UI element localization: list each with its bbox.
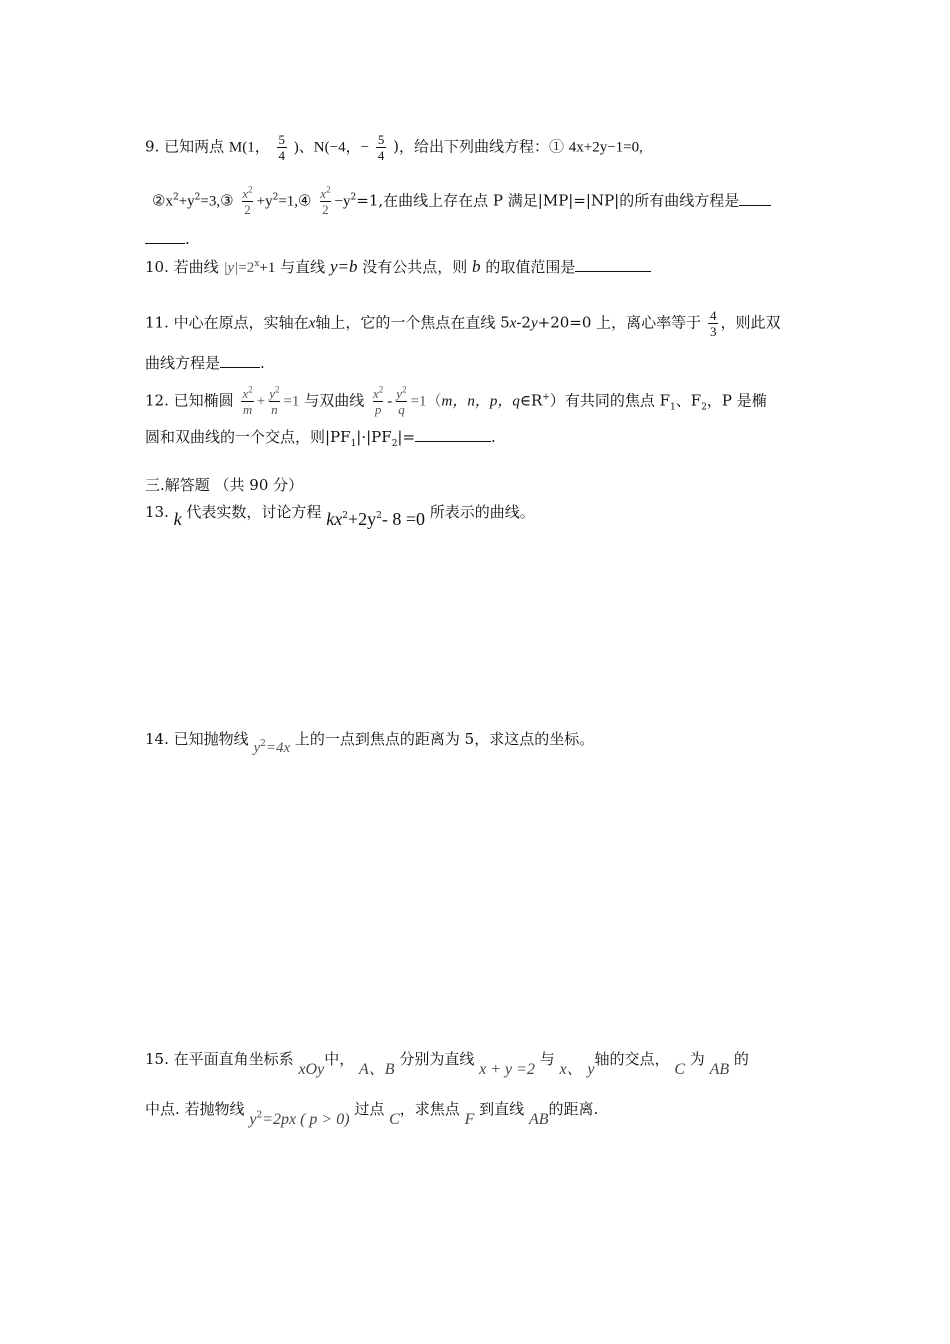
answer-blank[interactable] (739, 191, 771, 206)
q15-text-7: 的 (733, 1050, 749, 1068)
var-y: y (253, 740, 261, 756)
answer-blank[interactable] (575, 257, 651, 272)
frac-y: y (396, 386, 403, 401)
question-number: 10. (145, 258, 169, 276)
vars: m，n，p，q (441, 393, 520, 410)
sup: 2 (378, 384, 384, 395)
minus: - (387, 393, 393, 410)
q15-text-1: 在平面直角坐标系 (173, 1050, 294, 1068)
sup: 2 (172, 192, 179, 203)
q12-line-2c: |= (397, 428, 416, 446)
q11-text-3: -2 (516, 313, 531, 332)
q11-text-4: +20=0 上，离心率等于 (537, 313, 702, 332)
q15-line-2e: 的距离. (548, 1100, 599, 1118)
section-title: 三.解答题 （共 90 分） (145, 476, 304, 494)
q12-text-7: ，P 是椭 (706, 391, 767, 410)
frac-den: 3 (709, 324, 717, 339)
q14-text-2: 上的一点到焦点的距离为 5，求这点的坐标。 (294, 730, 595, 748)
eq-b: =b (337, 257, 358, 276)
frac-n: n (271, 402, 278, 417)
answer-blank[interactable] (415, 427, 491, 442)
q11-text-1: 中心在原点，实轴在 (173, 313, 309, 332)
frac-num: 5 (278, 132, 286, 147)
eq2-end: =3,③ (200, 193, 234, 210)
point-c: C (674, 1061, 685, 1078)
eq-end: - 8 =0 (381, 509, 425, 529)
sup: 2 (326, 184, 331, 195)
eq-mid: +2y (347, 509, 377, 529)
q12-text-3: =1（ (410, 393, 442, 410)
question-number: 12. (145, 391, 169, 410)
q12-text-2: 与双曲线 (304, 391, 365, 410)
q15-line-2d: 到直线 (479, 1100, 525, 1118)
var-y: y (587, 1061, 595, 1078)
q15-line-2b: 过点 (354, 1100, 385, 1118)
q11-text-5: ，则此双 (720, 313, 781, 332)
sup: 2 (342, 511, 348, 521)
q12-text-6: 、F (675, 391, 702, 410)
period: . (260, 354, 265, 372)
point-m-label: M(1， (228, 139, 270, 156)
var-k: k (173, 509, 182, 529)
frac-x: x (242, 186, 249, 201)
question-number: 11. (145, 313, 169, 332)
q10-text-2: 与直线 (280, 258, 326, 276)
sup-x: x (254, 259, 260, 269)
q10-text-1: 若曲线 (173, 258, 219, 276)
question-12-line-1 (145, 386, 767, 417)
equation (326, 509, 425, 530)
question-13 (145, 500, 535, 529)
question-9-line-3 (145, 228, 190, 250)
eq4-end2: =1,在曲线上存在点 P 满足|MP|=|NP|的所有曲线方程是 (356, 191, 740, 210)
fraction-y2-n (267, 386, 281, 417)
eq3-end2: =1,④ (278, 193, 312, 210)
q10-text-4: 的取值范围是 (485, 258, 576, 276)
sup: 2 (402, 384, 407, 395)
sub-2: 2 (701, 402, 707, 413)
sup: 2 (248, 384, 253, 395)
sup: 2 (376, 511, 382, 521)
frac-m: m (242, 402, 253, 417)
equation (253, 738, 290, 756)
para-eq: =2px ( p > 0) (262, 1111, 350, 1128)
q12-line-2b: |·|PF (356, 428, 392, 446)
var-y: y (249, 1111, 257, 1128)
plus: + (256, 393, 266, 410)
xoy: xOy (298, 1061, 325, 1078)
frac-x: x (320, 186, 327, 201)
var-x: x (509, 315, 517, 332)
fraction-5-4 (277, 132, 288, 163)
equation-1: 4x+2y−1=0, (568, 139, 643, 156)
sup: 2 (350, 192, 357, 203)
sup: 2 (272, 192, 279, 203)
answer-blank[interactable] (220, 353, 260, 368)
question-15-line-2 (145, 1098, 599, 1128)
abs-y: |y| (223, 260, 239, 276)
q15-text-3: 分别为直线 (399, 1050, 475, 1068)
var-x: x (308, 315, 316, 332)
frac-x: x (373, 386, 379, 401)
sup: 2 (260, 739, 266, 749)
question-number: 9. (145, 137, 160, 156)
fraction-x2-2 (240, 186, 254, 217)
frac-den: 4 (377, 148, 385, 163)
period: . (185, 230, 190, 248)
answer-blank-continued[interactable] (145, 229, 185, 244)
question-15-line-1 (145, 1048, 749, 1078)
var-y: y (530, 315, 538, 332)
segment-ab: AB (528, 1111, 549, 1128)
point-f: F (464, 1111, 475, 1128)
q10-text-3: 没有公共点，则 (362, 258, 468, 276)
eq-2: =2 (238, 260, 255, 276)
q13-text-1: 代表实数，讨论方程 (186, 503, 322, 521)
q9-tail: )，给出下列曲线方程：① (393, 137, 564, 156)
var-x: x、 (559, 1061, 583, 1078)
q12-text-4: ∈R (519, 391, 543, 410)
sup: 2 (256, 1110, 263, 1121)
q15-text-5: 轴的交点， (594, 1050, 670, 1068)
sub-1: 1 (670, 402, 676, 413)
sup: 2 (248, 184, 253, 195)
q15-text-2: 中， (324, 1050, 355, 1068)
q15-line-2c: ，求焦点 (399, 1100, 460, 1118)
sub-1: 1 (350, 439, 357, 449)
var-b: b (472, 257, 481, 276)
question-number: 13. (145, 503, 169, 521)
point-n-label: )、N(−4，− (293, 139, 370, 156)
var-y: y (329, 257, 338, 276)
q11-line-2: 曲线方程是 (145, 354, 221, 372)
q12-text-1: 已知椭圆 (173, 391, 234, 410)
parabola-equation (249, 1109, 349, 1128)
q13-text-2: 所表示的曲线。 (429, 503, 535, 521)
q14-text-1: 已知抛物线 (173, 730, 249, 748)
q15-text-4: 与 (539, 1050, 555, 1068)
eq2-mid: +y (178, 193, 195, 210)
section-3-title (145, 474, 303, 496)
q15-text-6: 为 (689, 1050, 705, 1068)
eq-4x: =4x (265, 740, 291, 756)
fraction-5-4-n (376, 132, 387, 163)
fraction-x2-p (371, 386, 385, 417)
question-number: 15. (145, 1050, 169, 1068)
question-9-line-1 (145, 132, 643, 163)
question-12-line-2 (145, 426, 496, 448)
eq-kx: kx (326, 509, 343, 529)
sup-plus: + (542, 392, 550, 403)
fraction-x2-m (240, 386, 254, 417)
q11-text-2: 轴上，它的一个焦点在直线 5 (315, 313, 510, 332)
segment-ab: AB (709, 1061, 730, 1078)
q12-line-2a: 圆和双曲线的一个交点，则|PF (145, 428, 351, 446)
fraction-4-3 (708, 308, 719, 339)
q12-text-5: ）有共同的焦点 F (549, 391, 671, 410)
question-number: 14. (145, 730, 169, 748)
frac-q: q (398, 402, 405, 417)
frac-p: p (374, 402, 382, 417)
eq4-end: −y (334, 193, 351, 210)
points-ab: A、B (359, 1061, 395, 1078)
sup: 2 (274, 384, 280, 395)
point-c: C (389, 1111, 400, 1128)
line-equation: x + y =2 (479, 1061, 535, 1078)
question-14 (145, 728, 595, 756)
question-9-line-2 (152, 186, 771, 217)
fraction-x2-2-b (318, 186, 332, 217)
question-10 (145, 256, 651, 279)
period: . (491, 428, 496, 446)
eq2-prefix: ②x (152, 193, 173, 210)
plus-1: +1 (259, 260, 276, 276)
frac-den: 2 (244, 202, 251, 217)
sub-2: 2 (391, 439, 398, 449)
frac-x: x (242, 386, 249, 401)
frac-den: 4 (278, 148, 286, 163)
frac-y: y (269, 386, 275, 401)
fraction-y2-q (394, 386, 408, 417)
frac-num: 5 (377, 132, 385, 147)
sup: 2 (194, 192, 201, 203)
eq3-end: +y (256, 193, 273, 210)
q9-intro: 已知两点 (164, 137, 225, 156)
q15-line-2a: 中点. 若抛物线 (145, 1100, 245, 1118)
question-11-line-2 (145, 352, 265, 374)
frac-den: 2 (322, 202, 329, 217)
question-11-line-1 (145, 308, 780, 339)
eq-1: =1 (283, 393, 300, 410)
frac-num: 4 (709, 308, 717, 323)
